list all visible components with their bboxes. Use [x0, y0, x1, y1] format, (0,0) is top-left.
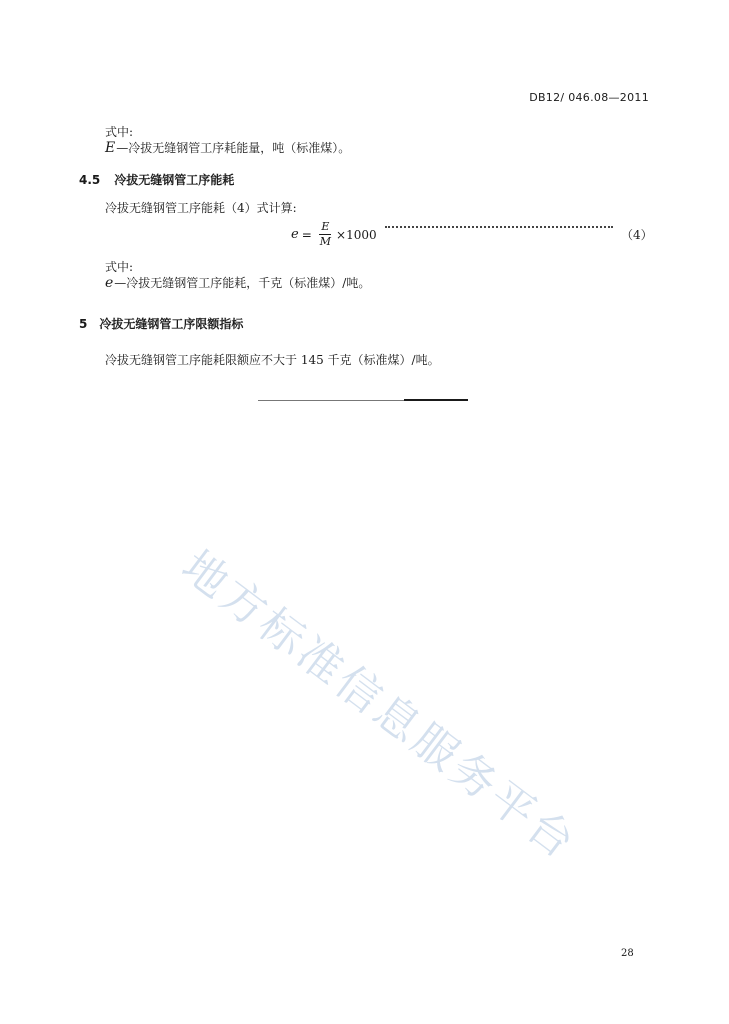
section-number: 4.5 [79, 173, 101, 187]
section-number-5: 5 [79, 317, 88, 331]
page-number: 28 [621, 948, 634, 959]
formula-equals: = [301, 227, 312, 242]
section-title: 冷拔无缝钢管工序能耗 [114, 173, 235, 187]
definition-text-2: —冷拔无缝钢管工序能耗，千克（标准煤）/吨。 [114, 276, 371, 290]
definition-text: —冷拔无缝钢管工序耗能量，吨（标准煤）。 [116, 141, 351, 155]
end-rule-thin [258, 400, 406, 401]
where-label-2: 式中: [105, 260, 134, 274]
fraction-numerator: E [321, 220, 330, 233]
section-5-body: 冷拔无缝钢管工序能耗限额应不大于 145 千克（标准煤）/吨。 [105, 353, 440, 367]
formula-4 [291, 220, 377, 249]
standard-number: DB12/ 046.08—2011 [529, 91, 649, 104]
section-title-5: 冷拔无缝钢管工序限额指标 [99, 317, 244, 331]
symbol-E: E [105, 140, 116, 156]
watermark: 地方标准信息服务平台 [172, 540, 587, 871]
section-heading-5 [79, 315, 243, 332]
symbol-e: e [105, 275, 114, 291]
section-heading-4-5 [79, 171, 234, 188]
formula-intro: 冷拔无缝钢管工序能耗（4）式计算: [105, 201, 297, 215]
end-rule-thick [404, 399, 468, 401]
variable-definition-E [105, 139, 350, 156]
formula-multiplier: ×1000 [336, 227, 377, 242]
equation-number: （4） [621, 228, 653, 242]
dot-leader [385, 226, 613, 228]
variable-definition-e [105, 274, 370, 291]
fraction-denominator: M [319, 235, 332, 248]
where-label: 式中: [105, 125, 134, 139]
formula-fraction [318, 220, 333, 249]
formula-lhs: e [291, 227, 299, 242]
